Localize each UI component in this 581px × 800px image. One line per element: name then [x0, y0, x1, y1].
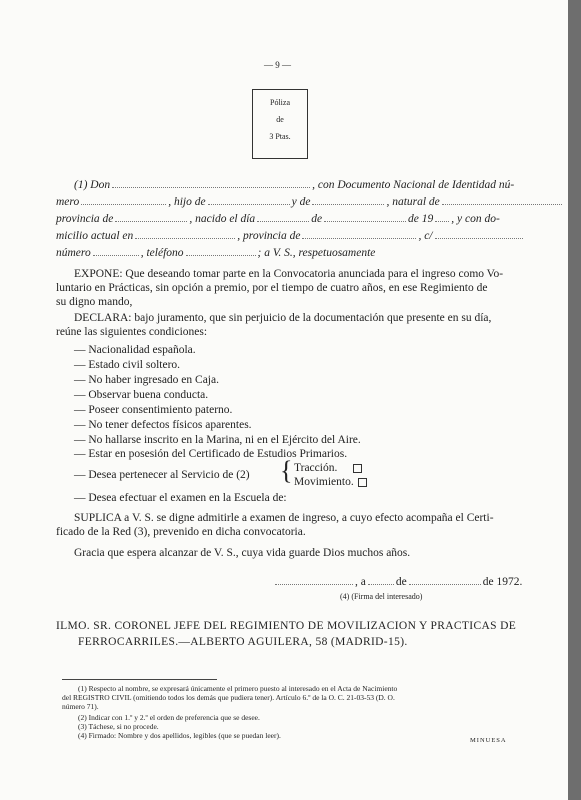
birthplace-field[interactable]	[442, 195, 562, 205]
service-option-traccion[interactable]: Tracción.	[294, 461, 362, 475]
footnote: (4) Firmado: Nombre y dos apellidos, legibles (que se puedan leer).	[78, 731, 281, 740]
form-line-3: provincia de , nacido el día de de 19 , y con do-	[56, 213, 500, 225]
province-field[interactable]	[115, 212, 187, 222]
date-line: , a de de 1972.	[273, 575, 522, 589]
phone-field[interactable]	[186, 246, 256, 256]
date-month-field[interactable]	[409, 575, 481, 585]
printer-mark: MINUESA	[470, 737, 507, 744]
brace: {	[280, 456, 293, 485]
footnote: del REGISTRO CIVIL (omitiendo todos los demás que pudiera tener). Artículo 6.º de la O. C. 21-03-53 (D. O.	[62, 693, 395, 702]
name-field[interactable]	[112, 178, 310, 188]
signature-caption: (4) (Firma del interesado)	[340, 592, 423, 601]
dni-field[interactable]	[81, 195, 166, 205]
suplica-line-2: ficado de la Red (3), prevenido en dicha convocatoria.	[56, 526, 306, 538]
expone-line-2: luntario en Prácticas, sin opción a premio, por el tiempo de cuatro años, en ese Regimiento de	[56, 282, 488, 294]
service-label: — Desea pertenecer al Servicio de (2)	[74, 469, 250, 481]
condition-item: — Nacionalidad española.	[74, 344, 196, 356]
exam-school-label: — Desea efectuar el examen en la Escuela de:	[74, 492, 287, 504]
footnote: (3) Táchese, si no procede.	[78, 722, 159, 731]
stamp-line-1: Póliza	[270, 98, 290, 107]
footnote: número 71).	[62, 702, 99, 711]
addressee-line-1: ILMO. SR. CORONEL JEFE DEL REGIMIENTO DE MOVILIZACION Y PRACTICAS DE	[56, 620, 517, 632]
condition-item: — No haber ingresado en Caja.	[74, 374, 219, 386]
form-line-5: número , teléfono ; a V. S., respetuosamente	[56, 247, 376, 259]
footnote: (1) Respecto al nombre, se expresará únicamente el primero puesto al interesado en el Acta de Nacimiento	[78, 684, 398, 693]
condition-item: — Poseer consentimiento paterno.	[74, 404, 233, 416]
date-city-field[interactable]	[275, 575, 353, 585]
stamp-line-3: 3 Ptas.	[269, 132, 291, 141]
declara-line-1: DECLARA: bajo juramento, que sin perjuicio de la documentación que presente en su día,	[74, 312, 492, 324]
birth-year-field[interactable]	[435, 212, 449, 222]
address-city-field[interactable]	[135, 229, 235, 239]
addressee-line-2: FERROCARRILES.—ALBERTO AGUILERA, 58 (MADRID-15).	[78, 636, 408, 648]
street-field[interactable]	[435, 229, 523, 239]
address-province-field[interactable]	[302, 229, 416, 239]
date-day-field[interactable]	[368, 575, 394, 585]
footnote: (2) Indicar con 1.º y 2.º el orden de preferencia que se desee.	[78, 713, 260, 722]
street-number-field[interactable]	[93, 246, 139, 256]
birth-day-field[interactable]	[257, 212, 309, 222]
page-number: — 9 —	[264, 60, 291, 70]
suplica-line-1: SUPLICA a V. S. se digne admitirle a examen de ingreso, a cuyo efecto acompaña el Certi-	[74, 512, 494, 524]
footnote-separator	[62, 679, 217, 680]
service-option-movimiento[interactable]: Movimiento.	[294, 475, 367, 489]
mother-field[interactable]	[312, 195, 384, 205]
stamp-line-2: de	[276, 115, 284, 124]
condition-item: — Estar en posesión del Certificado de Estudios Primarios.	[74, 448, 348, 460]
form-line-4: micilio actual en , provincia de , c/	[56, 229, 525, 243]
birth-month-field[interactable]	[324, 212, 406, 222]
gracia-line: Gracia que espera alcanzar de V. S., cuya vida guarde Dios muchos años.	[74, 547, 411, 559]
movimiento-checkbox[interactable]	[358, 478, 367, 487]
declara-line-2: reúne las siguientes condiciones:	[56, 326, 208, 338]
condition-item: — No tener defectos físicos aparentes.	[74, 419, 252, 431]
stamp-box	[252, 89, 308, 159]
traccion-checkbox[interactable]	[353, 464, 362, 473]
condition-item: — Observar buena conducta.	[74, 389, 209, 401]
form-line-1: (1) Don , con Documento Nacional de Identidad nú-	[74, 179, 515, 191]
form-line-2: mero , hijo de y de , natural de	[56, 195, 564, 209]
condition-item: — No hallarse inscrito en la Marina, ni en el Ejército del Aire.	[74, 434, 361, 446]
expone-line-3: su digno mando,	[56, 296, 133, 308]
condition-item: — Estado civil soltero.	[74, 359, 181, 371]
father-field[interactable]	[208, 195, 290, 205]
expone-line-1: EXPONE: Que deseando tomar parte en la Convocatoria anunciada para el ingreso como Vo-	[74, 268, 504, 280]
